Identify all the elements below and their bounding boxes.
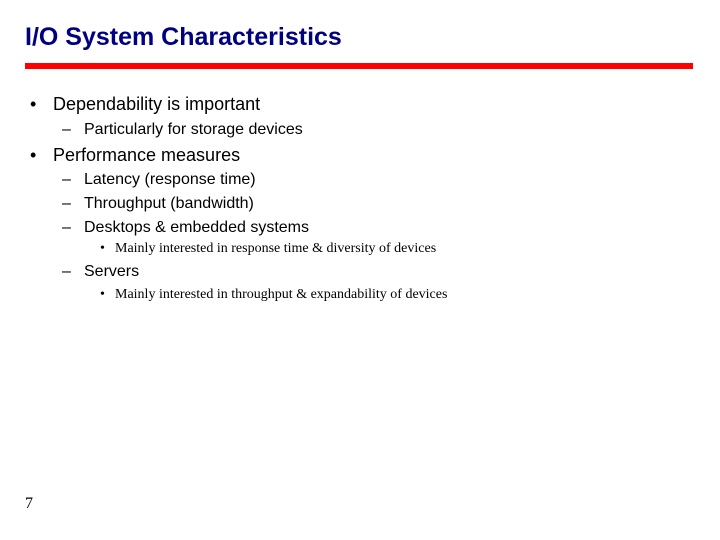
bullet-marker: •	[100, 241, 105, 256]
bullet-text: Dependability is important	[53, 94, 261, 114]
sub-bullet-text: Latency (response time)	[84, 171, 256, 188]
bullet-marker: •	[30, 94, 37, 114]
sub-bullet-text: Desktops & embedded systems	[84, 219, 309, 236]
sub-bullet-text: Particularly for storage devices	[84, 121, 303, 138]
dash-marker: –	[62, 263, 71, 280]
dash-marker: –	[62, 195, 71, 212]
bullet-marker: •	[30, 145, 37, 165]
dash-marker: –	[62, 219, 71, 236]
sub-sub-bullet-text: Mainly interested in throughput & expandability of devices	[115, 287, 448, 302]
bullet-marker: •	[100, 287, 105, 302]
sub-sub-bullet-text: Mainly interested in response time & diversity of devices	[115, 241, 437, 256]
slide-title: I/O System Characteristics	[25, 23, 342, 51]
sub-bullet-text: Throughput (bandwidth)	[84, 195, 254, 212]
dash-marker: –	[62, 121, 71, 138]
title-rule-divider	[25, 63, 693, 69]
dash-marker: –	[62, 171, 71, 188]
sub-bullet-text: Servers	[84, 263, 140, 280]
page-number: 7	[25, 495, 33, 512]
bullet-text: Performance measures	[53, 145, 241, 165]
